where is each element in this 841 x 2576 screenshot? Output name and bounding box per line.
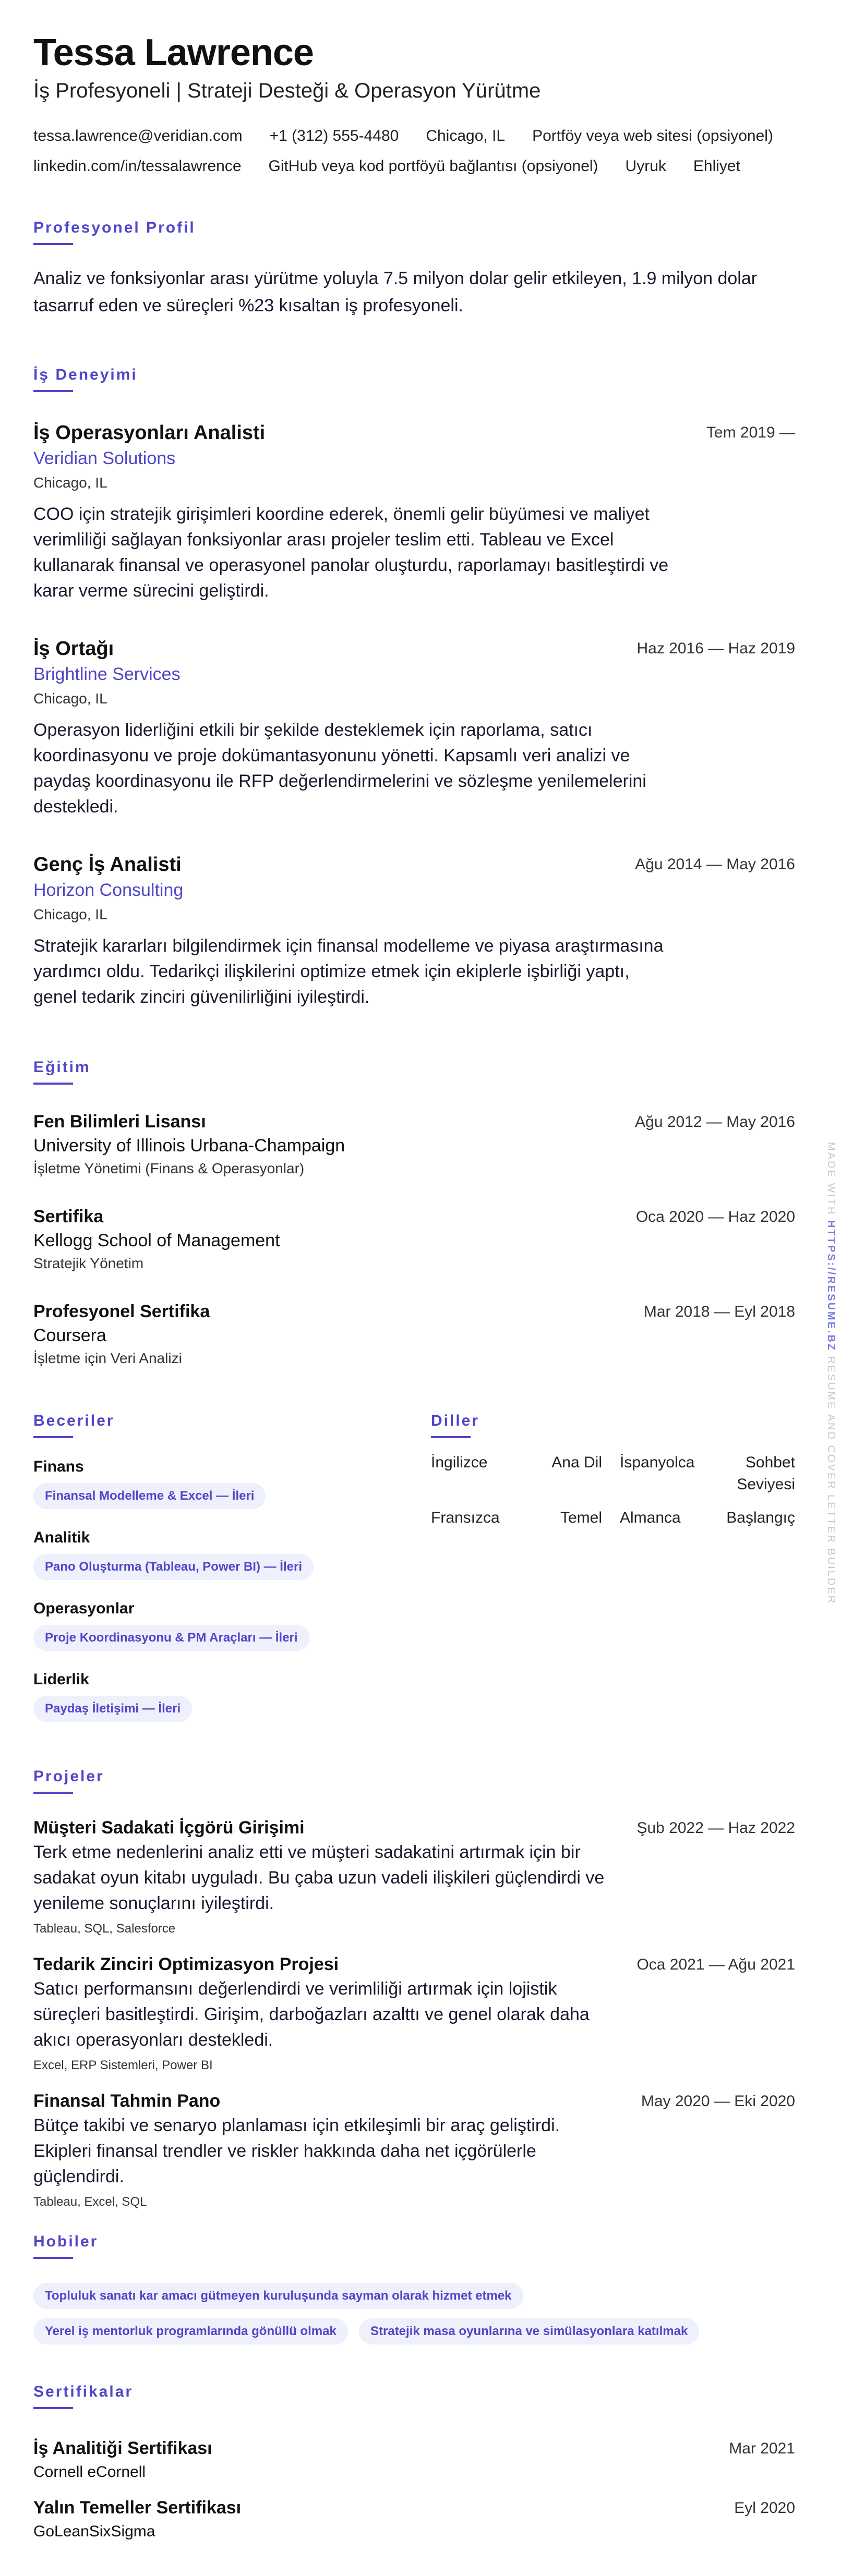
degree-title: Sertifika (33, 1207, 104, 1226)
builder-watermark (820, 1142, 841, 1605)
watermark-suffix: RESUME AND COVER LETTER BUILDER (825, 1356, 837, 1605)
profile-summary: Analiz ve fonksiyonlar arası yürütme yoluyla 7.5 milyon dolar gelir etkileyen, 1.9 milyon dolar tasarruf eden ve süreçleri %23 kısaltan iş profesyoneli. (33, 269, 758, 315)
job-title: İş Operasyonları Analisti (33, 422, 266, 444)
company-name: Horizon Consulting (33, 880, 184, 900)
experience-section-title: İş Deneyimi (33, 366, 138, 383)
skill-chip: Paydaş İletişimi — İleri (33, 1696, 192, 1722)
section-divider (33, 2257, 73, 2259)
education-dates: Oca 2020 — Haz 2020 (635, 1208, 795, 1225)
phone-number[interactable]: +1 (312) 555-4480 (269, 127, 399, 144)
school-name: Coursera (33, 1326, 106, 1345)
certification-issuer: Cornell eCornell (33, 2463, 146, 2481)
experience-entry (33, 420, 795, 604)
certification-date: Eyl 2020 (734, 2499, 795, 2517)
language-name: Almanca (620, 1509, 681, 1526)
language-level: Temel (560, 1509, 602, 1526)
degree-detail: Stratejik Yönetim (33, 1255, 144, 1271)
company-name: Veridian Solutions (33, 448, 176, 468)
section-divider (33, 1083, 73, 1085)
language-name: Fransızca (431, 1509, 500, 1526)
degree-detail: İşletme Yönetimi (Finans & Operasyonlar) (33, 1160, 305, 1176)
section-divider (33, 2407, 73, 2409)
skill-chip: Finansal Modelleme & Excel — İleri (33, 1483, 266, 1509)
language-name: İspanyolca (620, 1454, 695, 1471)
skill-chip: Pano Oluşturma (Tableau, Power BI) — İleri (33, 1554, 314, 1580)
company-name: Brightline Services (33, 664, 181, 684)
degree-detail: İşletme için Veri Analizi (33, 1350, 182, 1366)
skill-category: Liderlik (33, 1671, 89, 1688)
job-location: Chicago, IL (33, 475, 107, 491)
job-dates: Ağu 2014 — May 2016 (635, 856, 795, 873)
education-dates: Ağu 2012 — May 2016 (635, 1113, 795, 1131)
certification-entry (33, 2436, 795, 2484)
hobby-chip: Yerel iş mentorluk programlarında gönüllü olmak (33, 2318, 348, 2344)
project-dates: Oca 2021 — Ağu 2021 (636, 1956, 795, 1973)
certification-date: Mar 2021 (729, 2440, 795, 2457)
project-entry (33, 1816, 795, 1939)
languages-section-title: Diller (431, 1412, 480, 1429)
nationality: Uyruk (625, 157, 666, 175)
project-description: Bütçe takibi ve senaryo planlaması için etkileşimli bir araç geliştirdi. Ekipleri finansal trendler ve riskler hakkında daha net içgörülerle güçlendirdi. (33, 2116, 560, 2186)
section-divider (431, 1436, 471, 1438)
location: Chicago, IL (426, 127, 506, 144)
education-dates: Mar 2018 — Eyl 2018 (643, 1303, 795, 1320)
language-name: İngilizce (431, 1454, 488, 1471)
language-level: Başlangıç (726, 1509, 795, 1526)
candidate-headline: İş Profesyoneli | Strateji Desteği & Operasyon Yürütme (33, 79, 541, 102)
project-entry (33, 2089, 795, 2213)
project-name: Müşteri Sadakati İçgörü Girişimi (33, 1818, 305, 1838)
education-entry (33, 1299, 795, 1369)
certification-name: Yalın Temeller Sertifikası (33, 2498, 242, 2518)
project-dates: May 2020 — Eki 2020 (641, 2093, 795, 2110)
section-divider (33, 1792, 73, 1794)
profile-section-title: Profesyonel Profil (33, 219, 196, 236)
language-level: Sohbet Seviyesi (737, 1454, 795, 1493)
school-name: Kellogg School of Management (33, 1231, 280, 1250)
job-title: İş Ortağı (33, 638, 114, 660)
section-divider (33, 243, 73, 245)
skill-chip: Proje Koordinasyonu & PM Araçları — İleri (33, 1625, 309, 1651)
job-description: Stratejik kararları bilgilendirmek için finansal modelleme ve piyasa araştırmasına yardımcı oldu. Tedarikçi ilişkilerini optimize etmek için ekiplerle işbirliği yaptı, genel tedarik zinciri güvenilirliğini iyileştirdi. (33, 936, 664, 1007)
job-title: Genç İş Analisti (33, 854, 182, 876)
contact-row-2 (33, 157, 740, 175)
school-name: University of Illinois Urbana-Champaign (33, 1136, 345, 1156)
project-entry (33, 1952, 795, 2076)
section-divider (33, 1436, 73, 1438)
candidate-name: Tessa Lawrence (33, 32, 314, 74)
projects-section-title: Projeler (33, 1768, 104, 1785)
skills-section-title: Beceriler (33, 1412, 115, 1429)
watermark-prefix: MADE WITH (825, 1142, 837, 1216)
github-link[interactable]: GitHub veya kod portföyü bağlantısı (opsiyonel) (268, 157, 598, 175)
drivers-license: Ehliyet (693, 157, 740, 175)
certification-issuer: GoLeanSixSigma (33, 2523, 155, 2540)
degree-title: Profesyonel Sertifika (33, 1302, 210, 1321)
section-divider (33, 390, 73, 392)
project-tools: Tableau, SQL, Salesforce (33, 1922, 176, 1936)
email-link[interactable]: tessa.lawrence@veridian.com (33, 127, 243, 144)
certification-entry (33, 2496, 795, 2544)
project-tools: Tableau, Excel, SQL (33, 2195, 147, 2209)
education-entry (33, 1205, 795, 1274)
portfolio-link[interactable]: Portföy veya web sitesi (opsiyonel) (532, 127, 773, 144)
education-section-title: Eğitim (33, 1059, 91, 1076)
job-location: Chicago, IL (33, 906, 107, 922)
skill-category: Analitik (33, 1529, 90, 1546)
hobbies-section-title: Hobiler (33, 2233, 99, 2250)
experience-entry (33, 852, 795, 1010)
job-description: Operasyon liderliğini etkili bir şekilde desteklemek için raporlama, satıcı koordinasyonu ve proje dokümantasyonunu yönetti. Kapsamlı veri analizi ve paydaş koordinasyonu ile RFP değerlendirmelerini ve sözleşme yenilemelerini destekledi. (33, 720, 646, 817)
project-description: Satıcı performansını değerlendirdi ve verimliliği artırmak için lojistik süreçleri basitleştirdi. Girişim, darboğazları azalttı ve genel olarak daha akıcı operasyonları destekledi. (33, 1979, 590, 2050)
job-description: COO için stratejik girişimleri koordine ederek, önemli gelir büyümesi ve maliyet verimliliği sağlayan fonksiyonlar arası projeler teslim etti. Tableau ve Excel kullanarak finansal ve operasyonel panolar oluşturdu, raporlamayı basitleştirdi ve karar verme sürecini geliştirdi. (33, 504, 669, 601)
job-location: Chicago, IL (33, 690, 107, 707)
project-dates: Şub 2022 — Haz 2022 (636, 1819, 795, 1837)
degree-title: Fen Bilimleri Lisansı (33, 1112, 206, 1132)
skill-category: Operasyonlar (33, 1600, 135, 1617)
linkedin-link[interactable]: linkedin.com/in/tessalawrence (33, 157, 242, 175)
watermark-link[interactable]: HTTPS://RESUME.BZ (825, 1220, 837, 1352)
contact-row-1 (33, 127, 773, 145)
certification-name: İş Analitiği Sertifikası (33, 2438, 212, 2458)
hobby-chip: Stratejik masa oyunlarına ve simülasyonlara katılmak (359, 2318, 699, 2344)
project-description: Terk etme nedenlerini analiz etti ve müşteri sadakatini artırmak için bir sadakat oyun kitabı uyguladı. Bu çaba uzun vadeli ilişkileri güçlendirdi ve yenileme sonuçlarını iyileştirdi. (33, 1842, 605, 1913)
hobby-chip: Topluluk sanatı kar amacı gütmeyen kuruluşunda sayman olarak hizmet etmek (33, 2283, 523, 2309)
skill-category: Finans (33, 1458, 84, 1475)
project-name: Finansal Tahmin Pano (33, 2091, 221, 2111)
job-dates: Haz 2016 — Haz 2019 (636, 640, 795, 657)
project-name: Tedarik Zinciri Optimizasyon Projesi (33, 1954, 339, 1974)
job-dates: Tem 2019 — (706, 424, 795, 441)
certifications-section-title: Sertifikalar (33, 2383, 134, 2400)
project-tools: Excel, ERP Sistemleri, Power BI (33, 2058, 213, 2072)
language-level: Ana Dil (551, 1454, 602, 1471)
watermark-text (825, 1142, 837, 1605)
education-entry (33, 1110, 795, 1180)
experience-entry (33, 636, 795, 820)
